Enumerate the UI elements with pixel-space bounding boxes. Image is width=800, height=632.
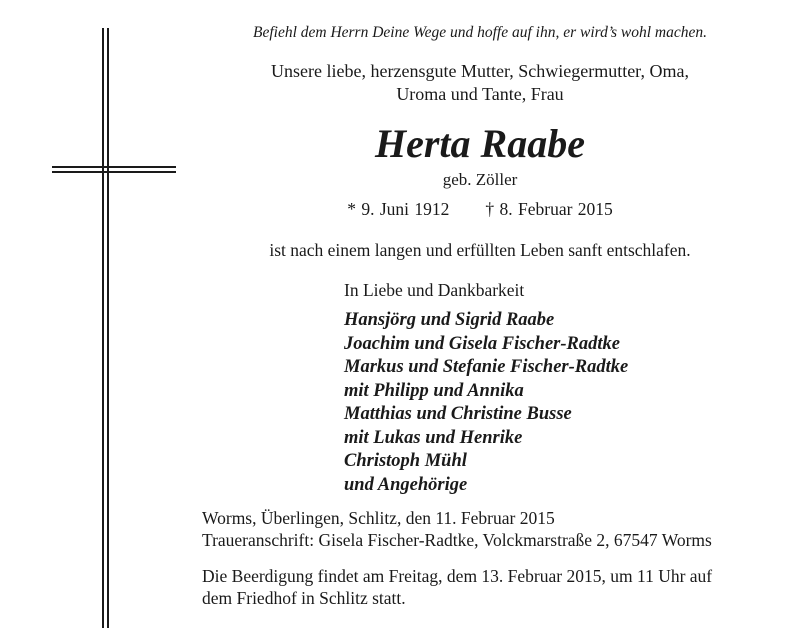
place-date: Worms, Überlingen, Schlitz, den 11. Februar 2015	[202, 508, 555, 528]
cross-icon	[34, 28, 176, 628]
intro-text	[220, 60, 740, 106]
mourner-line: und Angehörige	[344, 474, 468, 495]
intro-line: Uroma und Tante, Frau	[396, 84, 564, 104]
death-date: † 8. Februar 2015	[485, 199, 613, 219]
mourner-line: Hansjörg und Sigrid Raabe	[344, 310, 555, 330]
life-dates	[220, 199, 740, 220]
mourner-line: Matthias und Christine Busse	[344, 404, 572, 424]
birth-name: geb. Zöller	[442, 170, 518, 189]
funeral-line: Die Beerdigung findet am Freitag, dem 13. Februar 2015, um 11 Uhr auf	[202, 566, 713, 586]
deceased-name: Herta Raabe	[375, 121, 585, 166]
funeral-line: dem Friedhof in Schlitz statt.	[202, 588, 406, 608]
passing-text: ist nach einem langen und erfüllten Leben sanft entschlafen.	[269, 240, 691, 260]
mourner-line: Markus und Stefanie Fischer-Radtke	[344, 357, 629, 377]
mourners-block	[344, 280, 744, 497]
funeral-info	[202, 565, 782, 609]
mourner-line: mit Philipp und Annika	[344, 380, 524, 401]
mourner-line: Christoph Mühl	[344, 451, 467, 471]
thanks-line: In Liebe und Dankbarkeit	[344, 280, 525, 300]
mourner-line: mit Lukas und Henrike	[344, 427, 523, 448]
mourner-line: Joachim und Gisela Fischer-Radtke	[344, 333, 620, 354]
intro-line: Unsere liebe, herzensgute Mutter, Schwiegermutter, Oma,	[271, 61, 689, 81]
mourning-address: Traueranschrift: Gisela Fischer-Radtke, Volckmarstraße 2, 67547 Worms	[202, 530, 712, 550]
birth-date: * 9. Juni 1912	[347, 199, 450, 219]
bible-verse: Befiehl dem Herrn Deine Wege und hoffe auf ihn, er wird’s wohl machen.	[252, 24, 708, 41]
